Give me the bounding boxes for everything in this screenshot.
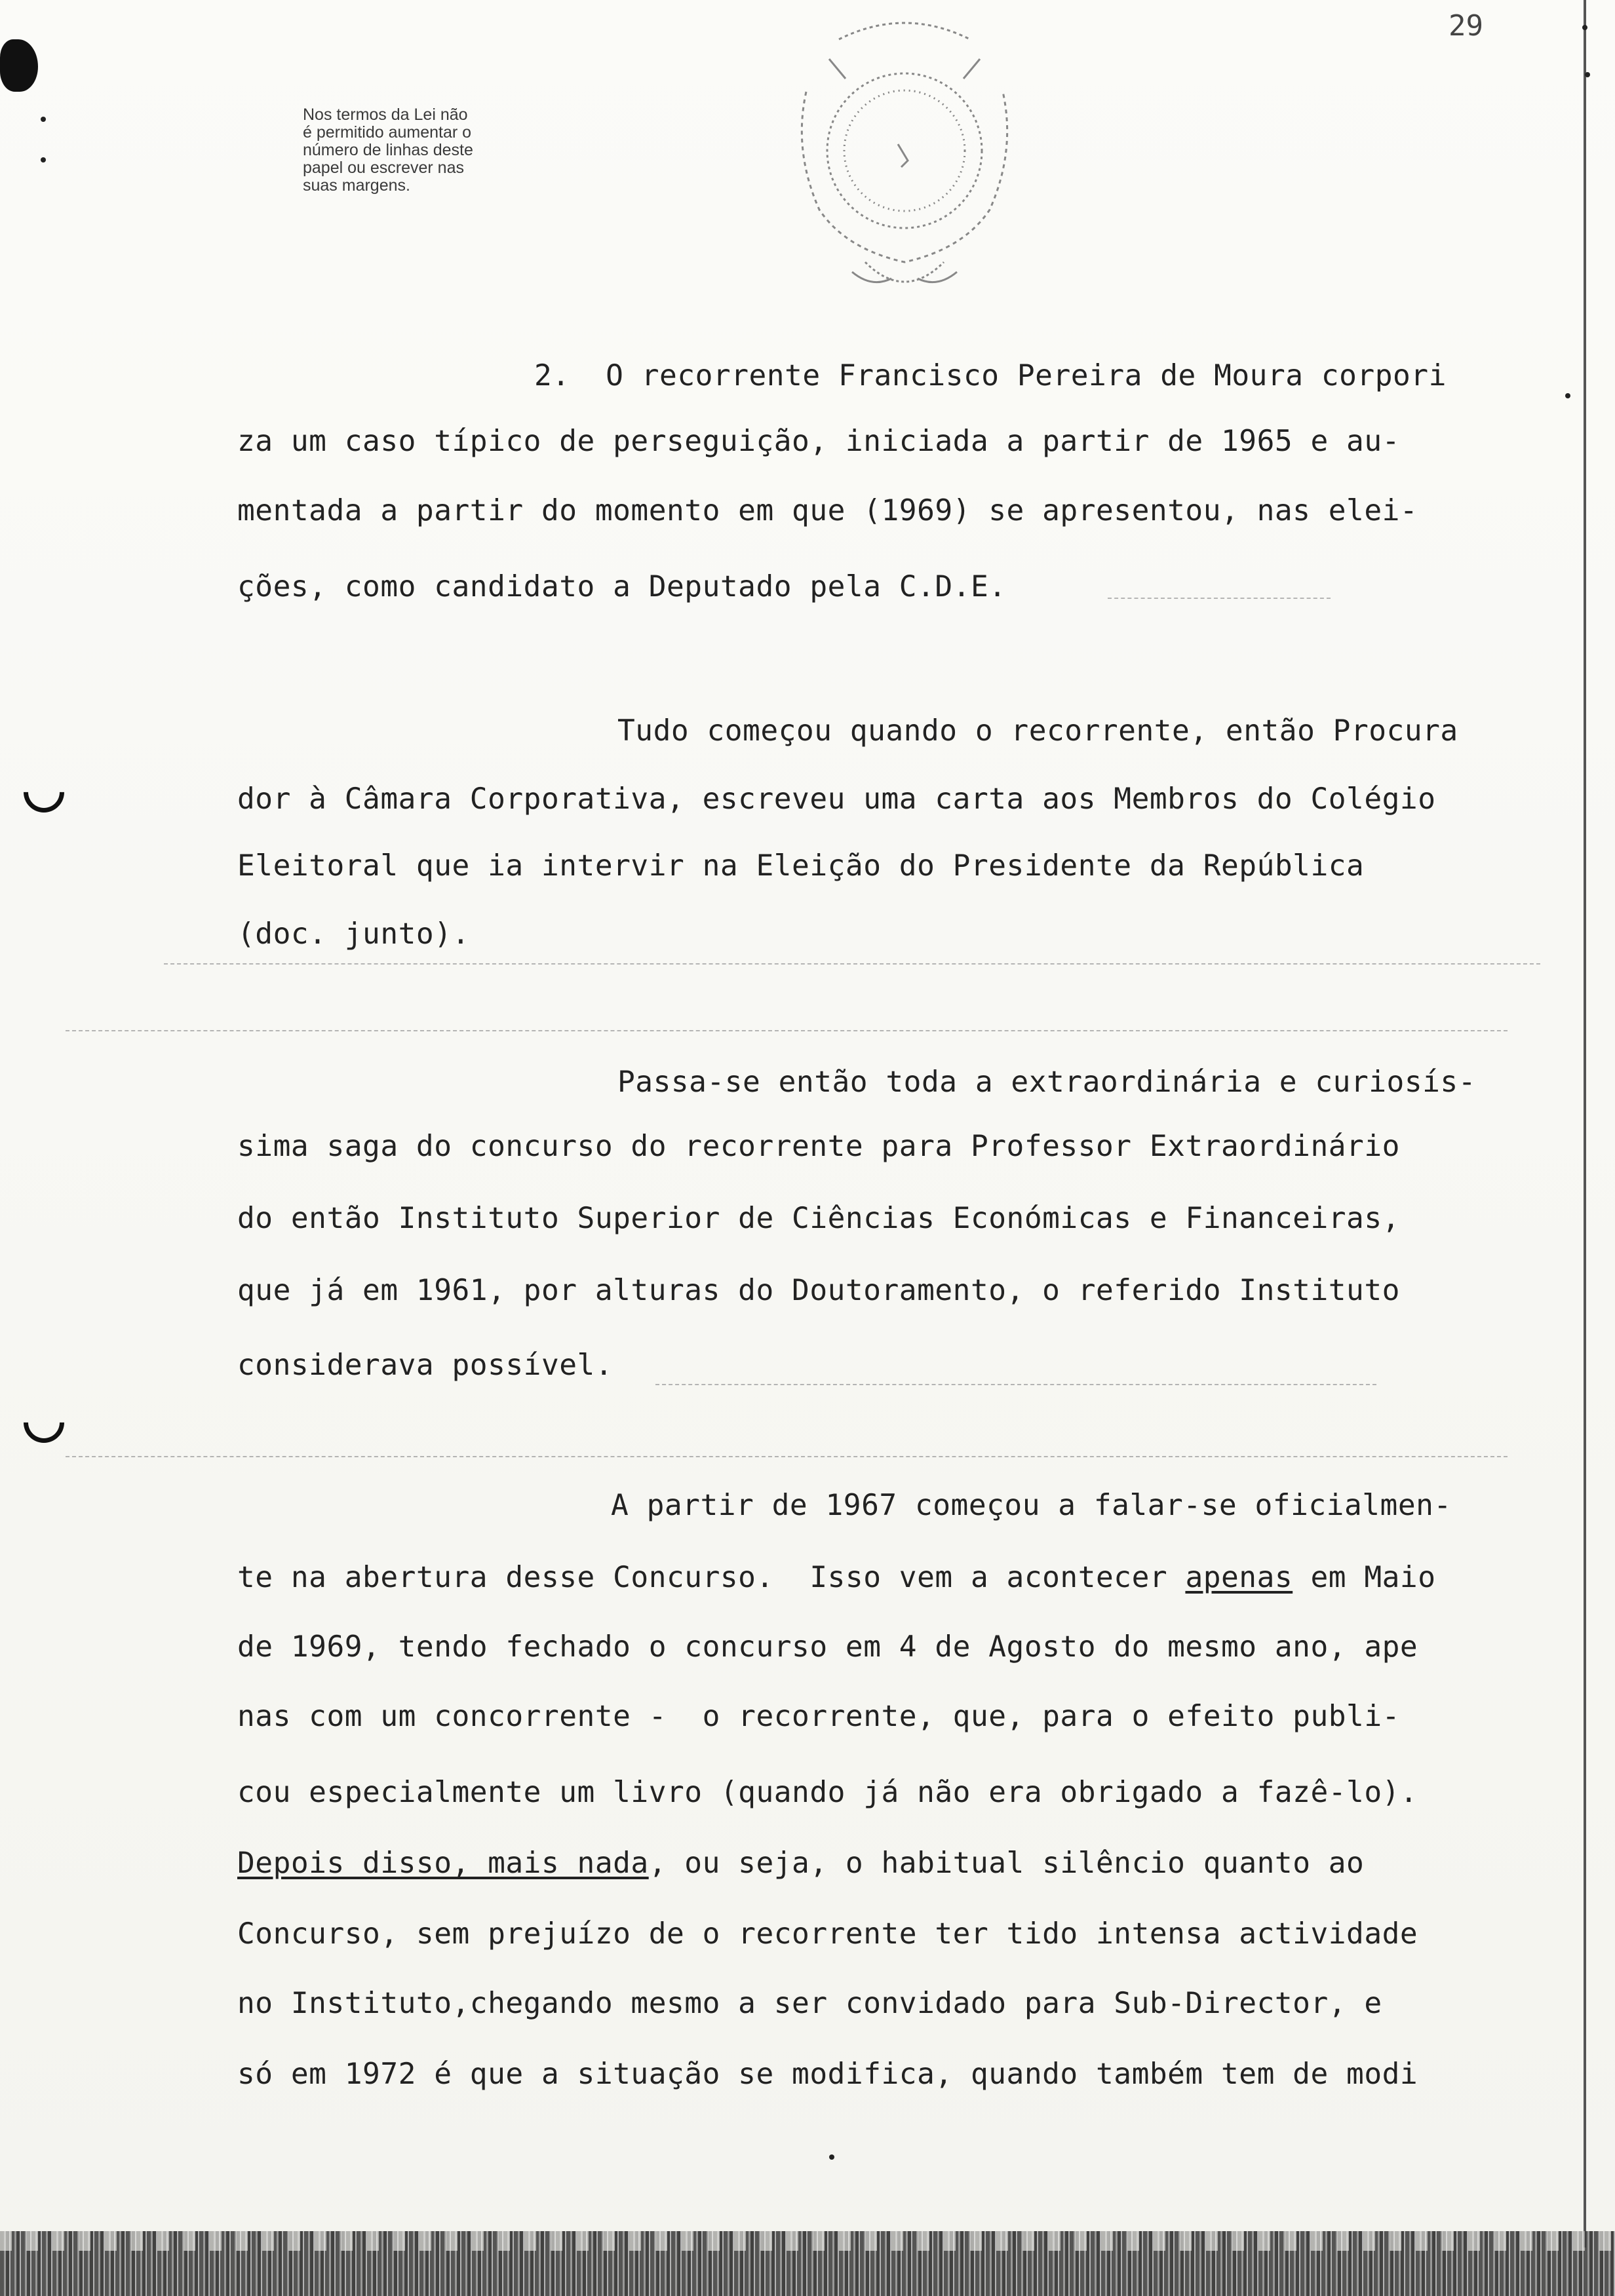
p3-line-2: sima saga do concurso do recorrente para Professor Extraordinário bbox=[237, 1130, 1400, 1163]
p4-line-1: A partir de 1967 começou a falar-se oficialmen- bbox=[611, 1489, 1452, 1522]
scan-noise-band bbox=[0, 2231, 1615, 2296]
page-edge-rule bbox=[1584, 0, 1586, 2248]
p4-line-4: nas com um concorrente - o recorrente, que, para o efeito publi- bbox=[237, 1700, 1400, 1733]
p3-line-1: Passa-se então toda a extraordinária e curiosís- bbox=[617, 1065, 1476, 1099]
speck bbox=[41, 117, 46, 122]
speck bbox=[1565, 393, 1570, 398]
p4-underlined-apenas: apenas bbox=[1185, 1561, 1293, 1594]
p2-line-3: Eleitoral que ia intervir na Eleição do Presidente da República bbox=[237, 849, 1365, 883]
p4-underlined-depois: Depois disso, mais nada bbox=[237, 1846, 649, 1880]
p4-line-9: só em 1972 é que a situação se modifica, quando também tem de modi bbox=[237, 2057, 1418, 2091]
p2-line-4: (doc. junto). bbox=[237, 917, 470, 951]
fill-dots bbox=[1108, 598, 1331, 599]
ink-blot bbox=[0, 39, 38, 92]
p3-line-5: considerava possível. bbox=[237, 1349, 613, 1382]
p2-line-1: Tudo começou quando o recorrente, então Procura bbox=[617, 714, 1458, 748]
speck bbox=[1585, 72, 1590, 77]
p4-line-2 bbox=[237, 1563, 1436, 1593]
p4-line-6b: , ou seja, o habitual silêncio quanto ao bbox=[648, 1846, 1365, 1880]
speck bbox=[41, 157, 46, 163]
punch-hole-upper bbox=[15, 763, 73, 821]
p2-line-2: dor à Câmara Corporativa, escreveu uma carta aos Membros do Colégio bbox=[237, 782, 1436, 816]
fill-dots bbox=[66, 1456, 1508, 1457]
p1-line-2: za um caso típico de perseguição, iniciada a partir de 1965 e au- bbox=[237, 425, 1400, 458]
fill-dots bbox=[655, 1384, 1376, 1385]
p4-line-8: no Instituto,chegando mesmo a ser convidado para Sub-Director, e bbox=[237, 1987, 1382, 2020]
p4-line-7: Concurso, sem prejuízo de o recorrente ter tido intensa actividade bbox=[237, 1917, 1418, 1951]
page-number: 29 bbox=[1449, 9, 1483, 43]
p1-line-4: ções, como candidato a Deputado pela C.D.E. bbox=[237, 570, 1007, 603]
p4-line-6 bbox=[237, 1846, 1365, 1880]
p1-line-3: mentada a partir do momento em que (1969) se apresentou, nas elei- bbox=[237, 494, 1418, 527]
p3-line-4: que já em 1961, por alturas do Doutoramento, o referido Instituto bbox=[237, 1274, 1400, 1307]
fill-dots bbox=[164, 963, 1540, 965]
fill-dots bbox=[66, 1030, 1508, 1031]
speck bbox=[829, 2154, 834, 2160]
p4-line-5: cou especialmente um livro (quando já não era obrigado a fazê-lo). bbox=[237, 1776, 1418, 1809]
stamp-notice: Nos termos da Lei não é permitido aumentar o número de linhas deste papel ou escrever nas suas margens. bbox=[303, 105, 473, 195]
p4-line-3: de 1969, tendo fechado o concurso em 4 de Agosto do mesmo ano, ape bbox=[237, 1630, 1418, 1664]
p3-line-3: do então Instituto Superior de Ciências Económicas e Financeiras, bbox=[237, 1202, 1400, 1235]
p1-line-1: 2. O recorrente Francisco Pereira de Moura corpori bbox=[534, 359, 1447, 392]
punch-hole-lower bbox=[15, 1394, 73, 1451]
p4-line-2a: te na abertura desse Concurso. Isso vem a acontecer bbox=[237, 1561, 1186, 1594]
speck bbox=[1582, 25, 1587, 30]
coat-of-arms-seal-icon bbox=[767, 13, 1042, 308]
p4-line-2b: em Maio bbox=[1293, 1561, 1436, 1594]
